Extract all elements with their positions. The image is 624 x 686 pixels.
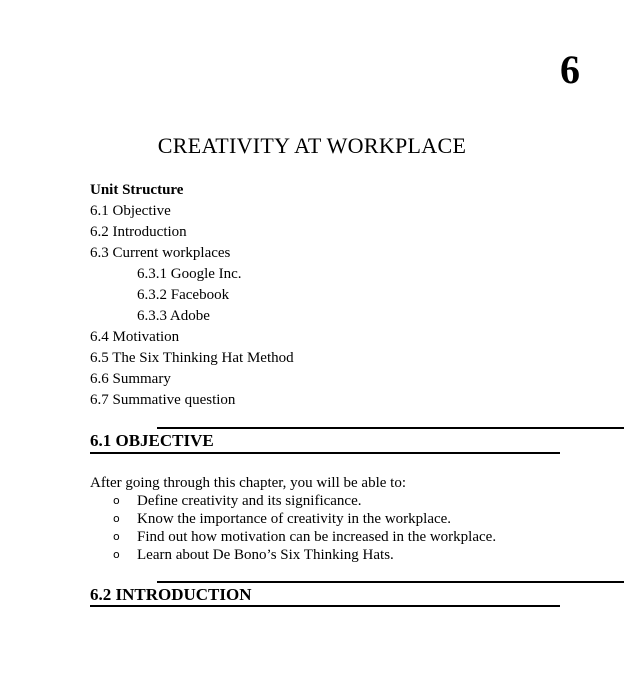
toc-item-objective: 6.1 Objective bbox=[90, 203, 171, 219]
toc-item-summary: 6.6 Summary bbox=[90, 371, 171, 387]
toc-item-adobe: 6.3.3 Adobe bbox=[137, 308, 210, 324]
toc-item-google: 6.3.1 Google Inc. bbox=[137, 266, 242, 282]
list-item-text: Know the importance of creativity in the workplace. bbox=[137, 511, 452, 527]
unit-structure-heading: Unit Structure bbox=[90, 182, 184, 198]
section-heading-objective: 6.1 OBJECTIVE bbox=[90, 431, 214, 450]
bullet-marker: o bbox=[113, 530, 120, 543]
chapter-title bbox=[0, 133, 624, 159]
list-item bbox=[113, 546, 496, 564]
toc-item-six-thinking-hat: 6.5 The Six Thinking Hat Method bbox=[90, 350, 294, 366]
toc-item-current-workplaces: 6.3 Current workplaces bbox=[90, 245, 231, 261]
section-rule-bottom bbox=[90, 605, 560, 607]
bullet-marker: o bbox=[113, 494, 120, 507]
toc-item-facebook: 6.3.2 Facebook bbox=[137, 287, 230, 303]
list-item-text: Learn about De Bono’s Six Thinking Hats. bbox=[137, 547, 394, 563]
list-item-text: Find out how motivation can be increased in the workplace. bbox=[137, 529, 497, 545]
toc-item-introduction: 6.2 Introduction bbox=[90, 224, 187, 240]
bullet-marker: o bbox=[113, 512, 120, 525]
unit-structure bbox=[90, 180, 294, 411]
list-item bbox=[113, 528, 496, 546]
toc-item-summative-question: 6.7 Summative question bbox=[90, 392, 236, 408]
section-rule-top bbox=[157, 427, 624, 429]
section-heading-introduction: 6.2 INTRODUCTION bbox=[90, 585, 252, 604]
objective-intro: After going through this chapter, you will be able to: bbox=[90, 475, 406, 491]
list-item bbox=[113, 492, 496, 510]
bullet-marker: o bbox=[113, 548, 120, 561]
chapter-title-text: CREATIVITY AT WORKPLACE bbox=[157, 133, 467, 158]
chapter-number: 6 bbox=[560, 47, 580, 92]
toc-item-motivation: 6.4 Motivation bbox=[90, 329, 180, 345]
section-rule-top bbox=[157, 581, 624, 583]
list-item bbox=[113, 510, 496, 528]
list-item-text: Define creativity and its significance. bbox=[137, 493, 362, 509]
section-rule-bottom bbox=[90, 452, 560, 454]
objective-list bbox=[113, 492, 496, 564]
